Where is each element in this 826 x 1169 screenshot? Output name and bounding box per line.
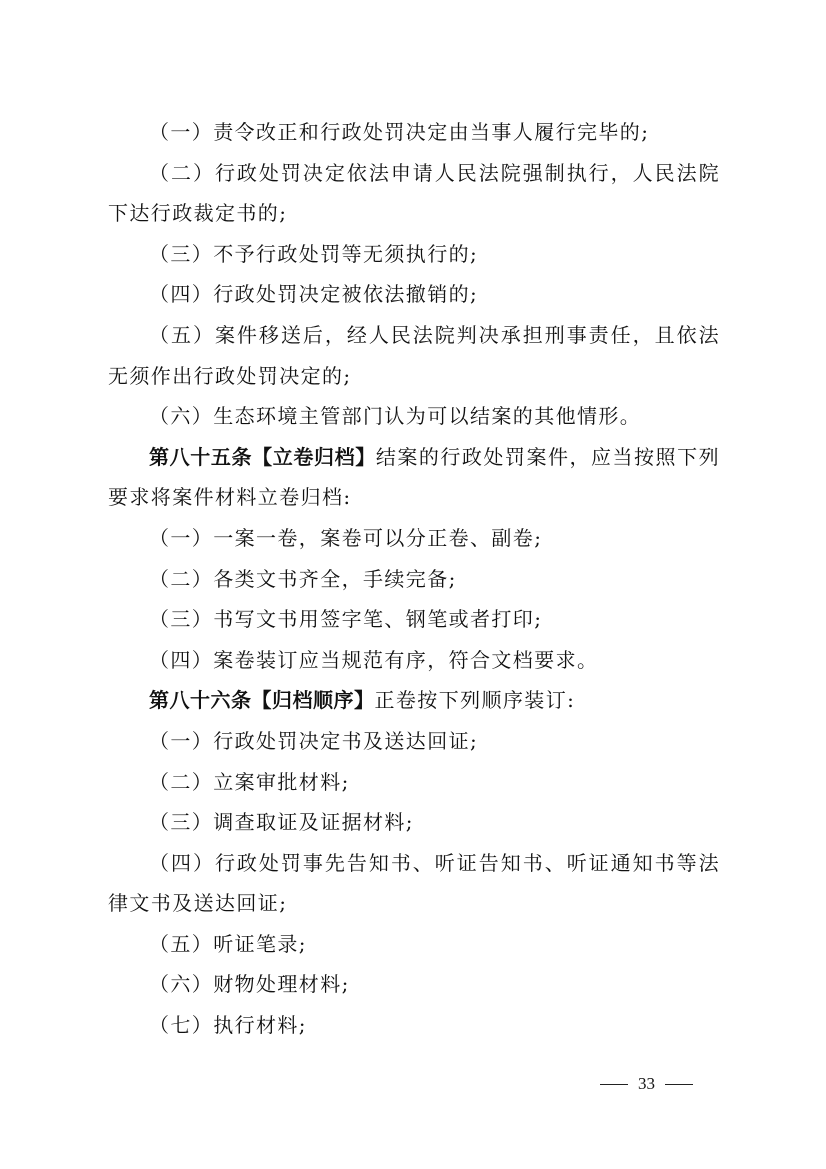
paragraph <box>108 762 720 803</box>
paragraph-text: （五）听证笔录; <box>149 931 307 956</box>
page-footer <box>600 1074 730 1094</box>
paragraph <box>108 1005 720 1046</box>
paragraph <box>108 924 720 965</box>
paragraph-text: （一）行政处罚决定书及送达回证; <box>149 728 479 753</box>
paragraph <box>108 396 720 437</box>
paragraph-text: 结案的行政处罚案件，应当按照下列要求将案件材料立卷归档: <box>108 444 720 510</box>
paragraph <box>108 802 720 843</box>
paragraph <box>108 112 720 153</box>
paragraph <box>108 640 720 681</box>
paragraph-text: （四）行政处罚决定被依法撤销的; <box>149 282 479 307</box>
article-heading: 第八十五条【立卷归档】 <box>149 444 376 469</box>
paragraph-text: （一）一案一卷，案卷可以分正卷、副卷; <box>149 525 543 550</box>
paragraph <box>108 437 720 518</box>
paragraph-text: （二）立案审批材料; <box>149 769 350 794</box>
paragraph-text: （一）责令改正和行政处罚决定由当事人履行完毕的; <box>149 120 650 144</box>
page-number: 33 <box>638 1074 655 1093</box>
paragraph <box>108 843 720 924</box>
paragraph-text: （三）书写文书用签字笔、钢笔或者打印; <box>149 607 543 632</box>
paragraph <box>108 964 720 1005</box>
paragraph <box>108 153 720 234</box>
paragraph <box>108 315 720 396</box>
document-body <box>108 112 720 1046</box>
paragraph-text: （六）财物处理材料; <box>149 972 350 997</box>
paragraph <box>108 721 720 762</box>
paragraph-text: 正卷按下列顺序装订: <box>374 688 576 713</box>
footer-dash-right <box>665 1084 693 1085</box>
paragraph-text: （四）行政处罚事先告知书、听证告知书、听证通知书等法律文书及送达回证; <box>108 850 720 916</box>
paragraph-text: （三）不予行政处罚等无须执行的; <box>149 241 479 266</box>
article-heading: 第八十六条【归档顺序】 <box>149 688 375 713</box>
paragraph <box>108 680 720 721</box>
paragraph <box>108 518 720 559</box>
paragraph-text: （二）行政处罚决定依法申请人民法院强制执行，人民法院下达行政裁定书的; <box>108 160 720 226</box>
paragraph <box>108 559 720 600</box>
paragraph <box>108 599 720 640</box>
paragraph-text: （三）调查取证及证据材料; <box>149 810 414 835</box>
paragraph-text: （七）执行材料; <box>149 1013 307 1038</box>
paragraph-text: （四）案卷装订应当规范有序，符合文档要求。 <box>149 647 599 672</box>
paragraph-text: （五）案件移送后，经人民法院判决承担刑事责任，且依法无须作出行政处罚决定的; <box>108 322 720 388</box>
paragraph-text: （六）生态环境主管部门认为可以结案的其他情形。 <box>149 404 642 429</box>
paragraph <box>108 274 720 315</box>
footer-dash-left <box>600 1084 628 1085</box>
paragraph <box>108 234 720 275</box>
paragraph-text: （二）各类文书齐全，手续完备; <box>149 566 457 591</box>
